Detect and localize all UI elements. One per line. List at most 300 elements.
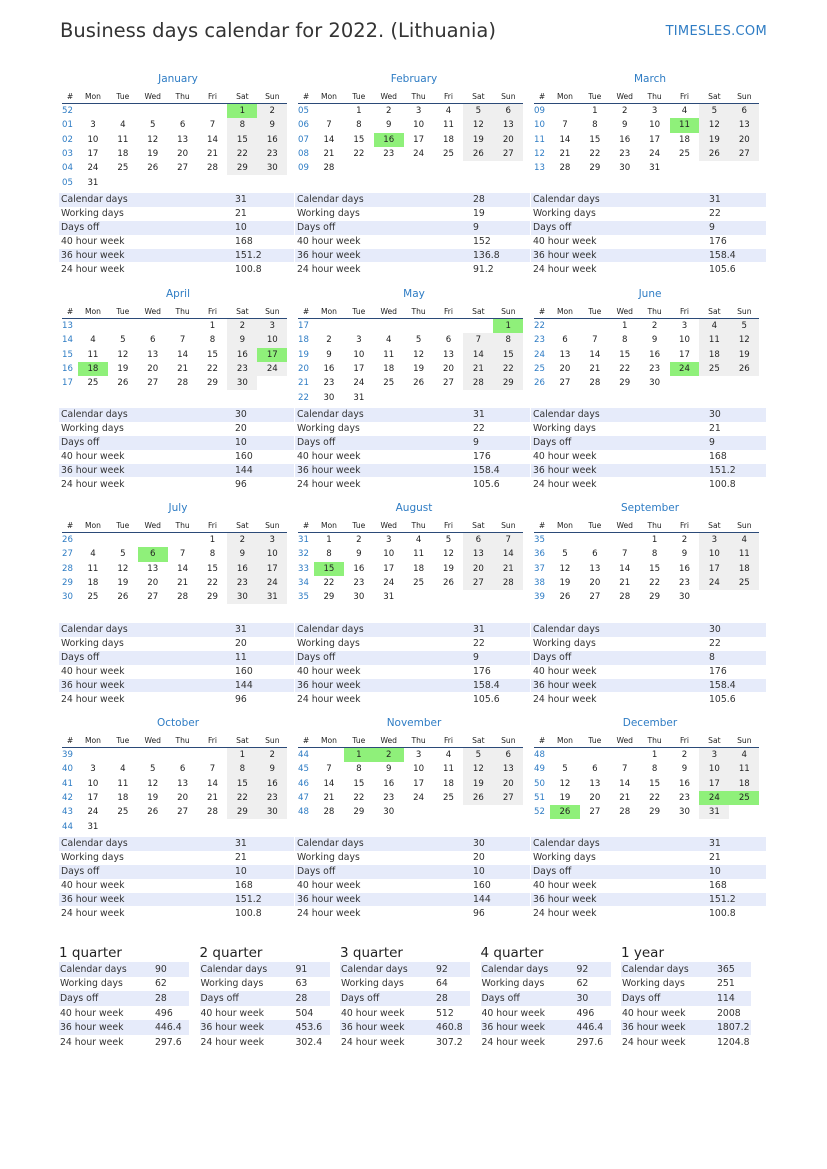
day-cell: 22 xyxy=(619,364,631,375)
day-cell xyxy=(699,376,729,390)
weekday-label: Tue xyxy=(580,305,610,319)
day-cell: 24 xyxy=(87,807,99,818)
summary-label: Calendar days xyxy=(481,962,576,977)
stats-value: 168 xyxy=(235,880,253,892)
day-cell: 4 xyxy=(385,335,392,346)
stats-value: 105.6 xyxy=(473,478,500,490)
weekend-day-cell: 1 xyxy=(227,748,257,763)
stats-label: 24 hour week xyxy=(61,263,125,275)
weekend-day-cell: 8 xyxy=(227,118,257,132)
weekend-day-cell: 30 xyxy=(227,590,257,604)
stats-label: Working days xyxy=(61,208,124,220)
day-cell: 10 xyxy=(87,134,99,145)
stats-row xyxy=(295,262,530,276)
weekday-label: Sat xyxy=(463,305,493,319)
month-stats-may xyxy=(295,408,530,491)
weekend-day-cell: 8 xyxy=(227,762,257,776)
week-row xyxy=(534,748,759,763)
stats-label: 24 hour week xyxy=(297,693,361,705)
day-cell: 21 xyxy=(589,364,601,375)
stats-value: 176 xyxy=(473,451,491,463)
stats-label: Working days xyxy=(61,423,124,435)
stats-value: 21 xyxy=(235,208,247,220)
weekend-day-cell: 3 xyxy=(257,533,287,548)
week-row xyxy=(534,562,759,576)
day-cell: 31 xyxy=(87,821,99,832)
day-cell xyxy=(168,104,198,119)
weekend-day-cell: 31 xyxy=(257,590,287,604)
week-number: 16 xyxy=(62,364,73,375)
summary-label: Days off xyxy=(200,991,295,1006)
summary-table xyxy=(481,962,611,1050)
day-cell xyxy=(227,175,257,189)
summary-value: 28 xyxy=(435,991,470,1006)
week-row xyxy=(62,791,287,805)
day-cell: 23 xyxy=(649,364,661,375)
weekday-label: Tue xyxy=(344,90,374,104)
week-number: 36 xyxy=(534,549,545,560)
day-cell: 30 xyxy=(323,392,335,403)
stats-value: 9 xyxy=(707,221,766,235)
stats-value: 144 xyxy=(471,893,530,907)
weekend-day-cell: 8 xyxy=(493,333,523,347)
day-cell: 26 xyxy=(413,378,425,389)
weekday-header xyxy=(298,734,523,748)
day-cell: 11 xyxy=(117,134,129,145)
day-cell: 25 xyxy=(383,378,395,389)
weekday-label: Fri xyxy=(198,305,228,319)
day-cell: 13 xyxy=(147,563,159,574)
stats-row xyxy=(531,692,766,706)
day-cell: 4 xyxy=(90,549,96,560)
weekend-day-cell: 20 xyxy=(463,562,493,576)
weekend-day-cell: 26 xyxy=(699,147,729,161)
summary-value: 62 xyxy=(155,978,167,990)
weekend-day-cell: 21 xyxy=(493,562,523,576)
day-cell: 27 xyxy=(177,807,189,818)
stats-label: 36 hour week xyxy=(59,679,233,693)
weekday-label: # xyxy=(534,305,550,319)
day-cell: 8 xyxy=(209,335,216,346)
day-cell: 15 xyxy=(589,134,601,145)
summary-3-quarter xyxy=(340,944,478,1050)
stats-label: 40 hour week xyxy=(297,236,361,248)
summary-value: 91 xyxy=(295,962,330,977)
day-cell xyxy=(138,533,168,548)
weekday-label: Wed xyxy=(138,305,168,319)
weekday-label: Sun xyxy=(493,519,523,533)
week-number: 08 xyxy=(298,149,309,160)
day-cell xyxy=(168,319,198,334)
day-cell: 18 xyxy=(679,134,690,145)
weekday-label: Tue xyxy=(580,90,610,104)
stats-value: 160 xyxy=(473,880,491,892)
summary-label: Working days xyxy=(200,978,264,990)
week-number: 06 xyxy=(298,120,309,131)
stats-row xyxy=(531,637,766,651)
weekend-day-cell: 20 xyxy=(729,133,759,147)
holiday-day-cell: 6 xyxy=(138,547,168,561)
day-cell: 8 xyxy=(326,549,332,560)
day-cell xyxy=(493,590,523,604)
weekday-label: Thu xyxy=(404,90,434,104)
weekday-label: Sun xyxy=(493,305,523,319)
weekday-header xyxy=(62,734,287,748)
day-cell: 29 xyxy=(589,163,601,174)
day-cell: 9 xyxy=(621,120,628,131)
week-number: 26 xyxy=(62,535,73,546)
summary-row xyxy=(200,1006,330,1021)
week-row xyxy=(62,533,287,548)
stats-value: 100.8 xyxy=(235,907,262,919)
day-cell xyxy=(314,104,344,119)
month-name: November xyxy=(386,717,442,729)
month-grid xyxy=(534,734,759,819)
day-cell: 19 xyxy=(413,364,425,375)
weekend-day-cell: 4 xyxy=(729,533,759,548)
day-cell: 26 xyxy=(117,378,129,389)
stats-row xyxy=(59,906,294,920)
week-number: 34 xyxy=(298,578,309,589)
day-cell xyxy=(108,104,138,119)
day-cell: 26 xyxy=(147,163,159,174)
summary-value: 496 xyxy=(155,1007,173,1019)
weekend-day-cell: 9 xyxy=(227,547,257,561)
stats-row xyxy=(531,262,766,276)
month-grid xyxy=(298,519,523,604)
week-number: 22 xyxy=(534,321,545,332)
stats-label: 40 hour week xyxy=(61,880,125,892)
stats-value: 30 xyxy=(707,623,766,637)
day-cell: 13 xyxy=(589,563,601,574)
month-grid xyxy=(534,90,759,175)
stats-value: 91.2 xyxy=(473,263,494,275)
week-row xyxy=(298,762,523,776)
weekend-day-cell: 24 xyxy=(257,362,287,376)
day-cell: 7 xyxy=(592,335,598,346)
month-stats-february xyxy=(295,193,530,276)
day-cell: 21 xyxy=(177,578,189,589)
day-cell: 13 xyxy=(589,778,601,789)
day-cell: 18 xyxy=(413,563,425,574)
stats-value: 160 xyxy=(235,666,253,678)
week-row xyxy=(534,147,759,161)
weekend-day-cell: 3 xyxy=(257,319,287,334)
day-cell: 28 xyxy=(323,807,335,818)
month-stats-october xyxy=(59,837,294,920)
week-row xyxy=(534,118,759,132)
stats-label: 24 hour week xyxy=(297,263,361,275)
day-cell xyxy=(463,590,493,604)
stats-value: 30 xyxy=(471,837,530,851)
day-cell: 5 xyxy=(149,120,156,131)
weekday-label: Wed xyxy=(610,90,640,104)
day-cell: 27 xyxy=(559,378,571,389)
weekday-label: Fri xyxy=(198,519,228,533)
summary-row xyxy=(59,1006,189,1021)
day-cell: 26 xyxy=(117,592,129,603)
week-row xyxy=(298,805,523,819)
summary-value: 446.4 xyxy=(154,1020,189,1035)
day-cell xyxy=(729,376,759,390)
stats-label: Working days xyxy=(297,852,360,864)
month-grid xyxy=(298,734,523,819)
summary-value: 297.6 xyxy=(155,1036,182,1048)
week-number: 28 xyxy=(62,563,73,574)
summary-label: 24 hour week xyxy=(622,1036,686,1048)
weekend-day-cell: 10 xyxy=(257,547,287,561)
day-cell xyxy=(670,376,700,390)
weekend-day-cell: 13 xyxy=(729,118,759,132)
stats-row xyxy=(59,436,294,450)
weekday-label: Tue xyxy=(344,305,374,319)
stats-value: 176 xyxy=(709,236,727,248)
month-grid xyxy=(534,519,759,604)
stats-row xyxy=(531,679,766,693)
weekday-label: Thu xyxy=(404,519,434,533)
day-cell: 1 xyxy=(621,321,628,332)
summary-value: 453.6 xyxy=(295,1020,330,1035)
stats-row xyxy=(531,851,766,865)
day-cell: 23 xyxy=(383,793,395,804)
day-cell xyxy=(108,175,138,189)
stats-label: 36 hour week xyxy=(295,679,471,693)
day-cell xyxy=(108,748,138,763)
day-cell: 17 xyxy=(679,349,690,360)
weekday-label: Mon xyxy=(78,519,108,533)
weekend-day-cell: 26 xyxy=(729,362,759,376)
week-row xyxy=(534,547,759,561)
stats-row xyxy=(295,464,530,478)
summary-value: 92 xyxy=(435,962,470,977)
stats-label: Calendar days xyxy=(59,837,233,851)
weekend-day-cell: 11 xyxy=(729,762,759,776)
stats-row xyxy=(59,865,294,879)
stats-value: 10 xyxy=(233,865,294,879)
week-row xyxy=(534,805,759,819)
day-cell: 5 xyxy=(415,335,422,346)
day-cell xyxy=(168,748,198,763)
week-row xyxy=(62,175,287,189)
month-stats-december xyxy=(531,837,766,920)
week-number: 24 xyxy=(534,349,545,360)
day-cell: 30 xyxy=(383,807,395,818)
stats-value: 9 xyxy=(707,436,766,450)
summary-row xyxy=(340,1006,470,1021)
day-cell: 16 xyxy=(649,349,661,360)
stats-row xyxy=(531,893,766,907)
day-cell xyxy=(78,104,108,119)
day-cell: 5 xyxy=(120,335,126,346)
day-cell: 1 xyxy=(651,535,658,546)
day-cell: 9 xyxy=(385,764,392,775)
weekday-label: Fri xyxy=(434,305,464,319)
weekday-label: Thu xyxy=(640,519,670,533)
week-number: 49 xyxy=(534,764,545,775)
stats-value: 31 xyxy=(707,193,766,207)
summary-value: 496 xyxy=(576,1007,595,1019)
weekday-label: Thu xyxy=(168,734,198,748)
week-number: 07 xyxy=(298,134,309,145)
day-cell xyxy=(404,161,434,175)
day-cell: 28 xyxy=(323,163,335,174)
weekend-day-cell: 3 xyxy=(699,748,729,763)
stats-value: 10 xyxy=(707,865,766,879)
week-row xyxy=(298,133,523,147)
day-cell: 6 xyxy=(179,764,186,775)
week-number: 42 xyxy=(62,793,73,804)
month-name: January xyxy=(158,73,198,85)
day-cell xyxy=(138,748,168,763)
stats-row xyxy=(531,408,766,422)
stats-row xyxy=(295,436,530,450)
day-cell: 25 xyxy=(87,592,99,603)
day-cell: 16 xyxy=(619,134,631,145)
weekday-label: Thu xyxy=(640,90,670,104)
stats-value: 151.2 xyxy=(707,893,766,907)
stats-value: 19 xyxy=(473,208,485,220)
day-cell xyxy=(168,533,198,548)
summary-value: 64 xyxy=(436,978,448,990)
month-stats-april xyxy=(59,408,294,491)
summary-label: Days off xyxy=(340,991,435,1006)
weekday-label: Mon xyxy=(550,519,580,533)
summary-row xyxy=(340,962,470,977)
summary-label: 40 hour week xyxy=(200,1007,264,1019)
day-cell xyxy=(404,319,434,334)
weekday-label: Sun xyxy=(493,90,523,104)
weekday-label: Wed xyxy=(610,519,640,533)
day-cell: 20 xyxy=(589,793,601,804)
weekday-label: # xyxy=(534,519,550,533)
weekend-day-cell: 12 xyxy=(463,118,493,132)
stats-row xyxy=(295,422,530,436)
day-cell: 24 xyxy=(649,149,661,160)
day-cell: 24 xyxy=(353,378,365,389)
stats-label: Days off xyxy=(295,865,471,879)
stats-label: 36 hour week xyxy=(59,464,233,478)
stats-row xyxy=(531,249,766,263)
stats-value: 31 xyxy=(471,623,530,637)
summary-row xyxy=(481,962,611,977)
stats-row xyxy=(59,193,294,207)
day-cell: 24 xyxy=(413,149,425,160)
weekday-label: # xyxy=(62,519,78,533)
stats-value: 158.4 xyxy=(707,679,766,693)
month-december xyxy=(534,716,760,819)
day-cell: 31 xyxy=(87,177,99,188)
day-cell: 7 xyxy=(621,549,628,560)
weekend-day-cell: 10 xyxy=(699,547,729,561)
month-name: May xyxy=(403,288,425,300)
summary-label: Working days xyxy=(622,978,685,990)
stats-label: 24 hour week xyxy=(297,478,361,490)
stats-value: 22 xyxy=(473,423,485,435)
stats-label: Working days xyxy=(61,638,124,650)
weekday-label: Thu xyxy=(640,734,670,748)
day-cell: 5 xyxy=(149,764,156,775)
stats-label: Days off xyxy=(59,651,233,665)
weekday-label: Sat xyxy=(699,305,729,319)
stats-label: 24 hour week xyxy=(61,907,125,919)
weekend-day-cell: 10 xyxy=(699,762,729,776)
week-number: 31 xyxy=(298,535,309,546)
stats-value: 8 xyxy=(707,651,766,665)
summary-row xyxy=(621,977,751,992)
day-cell xyxy=(463,805,493,819)
week-row xyxy=(534,533,759,548)
day-cell: 18 xyxy=(117,149,129,160)
week-row xyxy=(62,104,287,119)
week-row xyxy=(534,791,759,805)
day-cell: 3 xyxy=(415,106,422,117)
stats-label: Days off xyxy=(531,651,707,665)
week-row xyxy=(298,319,523,334)
day-cell: 23 xyxy=(619,149,631,160)
day-cell: 25 xyxy=(413,578,425,589)
week-row xyxy=(62,805,287,819)
day-cell xyxy=(434,590,464,604)
week-row xyxy=(62,376,287,390)
weekday-label: Tue xyxy=(580,519,610,533)
day-cell xyxy=(257,819,287,833)
stats-row xyxy=(59,207,294,221)
week-number: 10 xyxy=(534,120,545,131)
stats-value: 144 xyxy=(233,679,294,693)
day-cell: 8 xyxy=(651,764,658,775)
month-january xyxy=(62,72,288,190)
day-cell: 25 xyxy=(117,163,129,174)
weekend-day-cell: 6 xyxy=(493,104,523,119)
weekend-day-cell: 2 xyxy=(227,319,257,334)
weekday-label: Fri xyxy=(670,305,700,319)
day-cell: 27 xyxy=(177,163,189,174)
day-cell: 30 xyxy=(619,163,631,174)
summary-label: 40 hour week xyxy=(60,1007,124,1019)
weekend-day-cell: 13 xyxy=(493,118,523,132)
day-cell: 23 xyxy=(383,149,395,160)
summary-label: 24 hour week xyxy=(60,1036,124,1048)
weekday-label: Wed xyxy=(138,90,168,104)
weekday-label: # xyxy=(62,734,78,748)
day-cell: 28 xyxy=(177,378,189,389)
month-grid xyxy=(62,519,287,604)
day-cell xyxy=(434,161,464,175)
day-cell: 29 xyxy=(207,378,218,389)
week-row xyxy=(534,362,759,376)
week-row xyxy=(534,576,759,590)
week-number: 03 xyxy=(62,149,73,160)
site-link[interactable]: TIMESLES.COM xyxy=(665,24,767,39)
day-cell xyxy=(729,805,759,819)
day-cell: 29 xyxy=(323,592,335,603)
day-cell: 14 xyxy=(177,563,189,574)
weekday-label: Fri xyxy=(198,90,228,104)
day-cell: 30 xyxy=(679,592,690,603)
day-cell: 3 xyxy=(385,535,392,546)
day-cell: 3 xyxy=(415,750,422,761)
week-number: 51 xyxy=(534,793,545,804)
day-cell xyxy=(404,390,434,404)
summary-row xyxy=(200,991,330,1006)
summary-table xyxy=(200,962,330,1050)
day-cell: 9 xyxy=(681,764,688,775)
day-cell: 18 xyxy=(443,778,454,789)
weekday-label: Wed xyxy=(610,305,640,319)
stats-label: Working days xyxy=(297,638,360,650)
day-cell: 20 xyxy=(443,364,454,375)
stats-value: 151.2 xyxy=(707,464,766,478)
